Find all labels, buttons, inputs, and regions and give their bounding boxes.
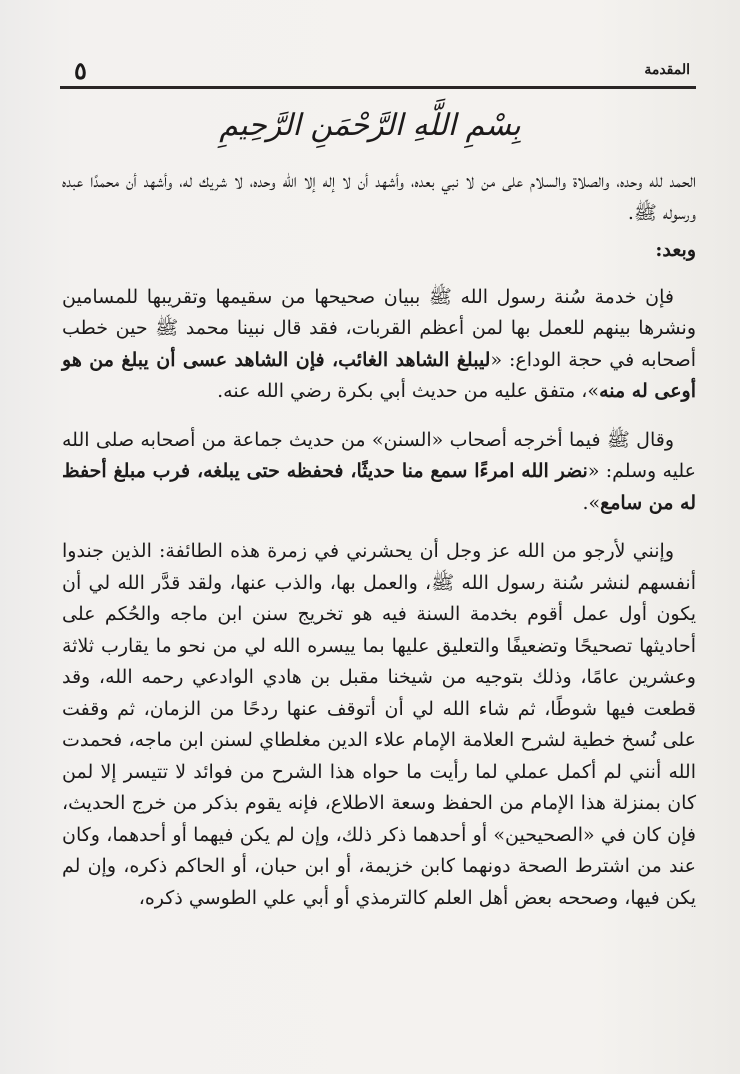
paragraph-1-text: فإن خدمة سُنة رسول الله ﷺ ببيان صحيحها من سقيمها وتقريبها للمسامين ونشرها بينهم للعمل بها لمن أعظم القربات، فقد قال نبينا محمد ﷺ حين خطب أصحابه في حجة الوداع: « [62,285,697,371]
paragraph-2-tail: ». [582,491,601,514]
paragraph-2-text: وقال ﷺ فيما أخرجه أصحاب «السنن» من حديث جماعة من أصحابه صلى الله عليه وسلم: « [62,428,696,482]
wabad-heading: وبعد: [655,239,696,261]
opening-praise: الحمد لله وحده، والصلاة والسلام على من لا نبي بعده، وأشهد أن لا إله إلا الله وحده، لا شريك له، وأشهد أن محمدًا عبده ورسوله ﷺ. [62,170,696,224]
hadith-quote-2: نضر الله امرءًا سمع منا حديثًا، فحفظه حتى يبلغه، فرب مبلغ أحفظ له من سامع [62,460,696,514]
basmala: بِسْمِ اللَّهِ الرَّحْمَنِ الرَّحِيمِ [219,108,521,143]
paragraph-3: وإنني لأرجو من الله عز وجل أن يحشرني في زمرة هذه الطائفة: الذين جندوا أنفسهم لنشر سُنة رسول الله ﷺ، والعمل بها، والذب عنها، ولقد قدَّر الله لي أن يكون أول عمل أقوم بخدمة السنة فيه هو تخريج سنن ابن ماجه والحُكم على أحاديثها تصحيحًا وتضعيفًا والتعليق عليها بما ييسره الله لي من نحو ما يقارب ثلاثة وعشرين عامًا، وذلك بتوجيه من شيخنا مقبل بن هادي الوادعي رحمه الله، وقد قطعت فيها شوطًا، ثم شاء الله لي أن أتوقف عنها ردحًا من الزمان، ثم وقفت على نُسخ خطية لشرح العلامة الإمام علاء الدين مغلطاي لسنن ابن ماجه، فحمدت الله أنني لم أكمل عملي لما رأيت ما حواه هذا الشرح من فوائد لا تتيسر إلا لمن كان بمنزلة هذا الإمام من الحفظ وسعة الاطلاع، فإنه يقوم بذكر من خرج الحديث، فإن كان في «الصحيحين» أو أحدهما ذكر ذلك، وإن لم يكن فيهما أو أحدهما، وكان عند من اشترط الصحة دونهما كابن خزيمة، أو ابن حبان، أو الحاكم ذكره، وإن لم يكن فيها، وصححه بعض أهل العلم كالترمذي أو أبي علي الطوسي ذكره، [62,540,696,909]
body-text [62,166,696,914]
chapter-title: المقدمة [644,62,690,78]
page-header [62,52,694,86]
header-rule [60,86,696,89]
hadith-quote-1: ليبلغ الشاهد الغائب، فإن الشاهد عسى أن يبلغ من هو أوعى له منه [62,348,696,402]
page-number: ٥ [74,56,87,85]
paragraph-2 [62,425,696,520]
paragraph-1-tail: »، متفق عليه من حديث أبي بكرة رضي الله عنه. [217,380,600,402]
paragraph-1 [62,282,696,408]
